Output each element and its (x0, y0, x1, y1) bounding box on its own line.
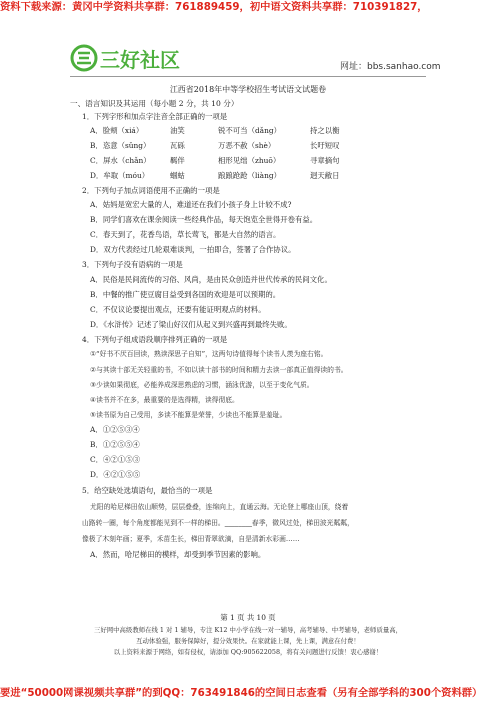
question-1-stem: 1．下列字形和加点字注音全部正确的一项是 (82, 112, 228, 121)
footer-note-3: 以上资料来源于网络，如有侵权，请添加 QQ:905622058，将有关问题进行反馈！衷心感谢！ (113, 648, 383, 656)
section-heading: 一、语言知识及其运用（每小题 2 分，共 10 分） (70, 99, 239, 108)
q1-c-3: 相形见绌（zhuō） (218, 156, 281, 165)
footer-note-2: 互动体验强，服务保障好，提分效果快。在家就能上课，先上课，满意在付费！ (136, 637, 360, 645)
q5-option-a: A．然而，哈尼梯田的模样，却受到季节因素的影响。 (90, 550, 266, 559)
footer-note-1: 三好网中高级教师在线 1 对 1 辅导，专注 K12 中小学在线一对一辅导，高考辅导、中考辅导，老师质量高， (93, 626, 403, 634)
sanhao-logo (70, 40, 180, 76)
q1-a-1: A．脸颊（xiá） (90, 126, 144, 135)
q4-sentence-4: ④读书并不在多，最重要的是选得精，读得彻底。 (90, 396, 239, 404)
q1-b-4: 长吁短叹 (310, 141, 340, 150)
q4-option-d: D．④②①⑤⑤ (90, 470, 141, 479)
question-2-stem: 2．下列句子加点词语使用不正确的一项是 (82, 186, 220, 195)
q3-option-c: C．不仅议论要提出观点，还要有能证明观点的材料。 (90, 305, 266, 314)
q4-option-c: C．④②①⑤③ (90, 455, 140, 464)
logo-mark-icon (70, 43, 98, 73)
q3-option-a: A．民俗是民间流传的习俗、风尚，是由民众创造并世代传承的民间文化。 (90, 275, 332, 284)
q1-c-2: 羁伴 (170, 156, 185, 165)
q3-option-d: D．《水浒传》记述了梁山好汉们从起义到兴盛再到最终失败。 (90, 320, 292, 329)
question-4-stem: 4．下列句子组成语段顺序排列正确的一项是 (82, 335, 228, 344)
q4-sentence-3: ③少读如果彻底，必能养成深思熟虑的习惯，涵泳优游，以至于变化气质。 (90, 381, 314, 389)
q1-b-1: B．恣意（sǔng） (90, 141, 151, 150)
question-3-stem: 3．下列句子没有语病的一项是 (82, 260, 183, 269)
q1-c-4: 寻章摘句 (310, 156, 340, 165)
q1-a-3: 锐不可当（dǎng） (218, 126, 281, 135)
q1-d-3: 踉踉跄跄（liàng） (218, 171, 281, 180)
q4-option-b: B．①②⑤⑤④ (90, 440, 140, 449)
top-promo-banner: 资料下载来源：黄冈中学资料共享群：761889459，初中语文资料共享群：710391827， (0, 1, 428, 13)
q4-option-a: A．①②⑤③④ (90, 425, 140, 434)
q1-d-2: 蝈蛄 (170, 171, 185, 180)
header-divider (70, 76, 426, 77)
q1-c-1: C．屏水（chǎn） (90, 156, 151, 165)
q3-option-b: B．中餐的推广使豆腐目益受到各国的欢迎是可以预期的。 (90, 290, 281, 299)
q2-option-a: A．姑妈是宽宏大量的人，难道还在我们小孩子身上计较不成? (90, 200, 292, 209)
q1-b-2: 瓦砾 (170, 141, 185, 150)
q4-sentence-2: ②与其读十部无关轻重的书，不如以读十部书的时间和精力去读一部真正值得读的书。 (90, 366, 348, 374)
q1-d-1: D．牟取（móu） (90, 171, 150, 180)
q1-a-4: 持之以衡 (310, 126, 340, 135)
q5-passage-line-2: 山路转一圈，每个角度都能见到不一样的梯田。________春季，微风过处，梯田波光粼粼， (82, 519, 354, 527)
question-5-stem: 5．给空缺处选填语句，最恰当的一项是 (82, 486, 213, 495)
exam-title: 江西省2018年中等学校招生考试语文试题卷 (169, 85, 327, 94)
q2-option-b: B．同学们喜欢在课余阅读一些经典作品，每天饱览全世得开卷有益。 (90, 215, 318, 224)
q5-passage-line-1: 尤阳的哈尼梯田依山顺势，层层叠叠，连绵向上，直通云海。无论登上哪座山顶，绕着 (90, 503, 349, 511)
q1-a-2: 油笑 (170, 126, 185, 135)
q5-passage-line-3: 像极了木刻年画；夏季，禾苗生长，梯田青翠欲滴，自是清新水彩画…… (82, 535, 300, 543)
q1-b-3: 万恶不赦（shè） (218, 141, 276, 150)
logo-text: 三好社区 (100, 47, 180, 72)
bottom-promo-banner: 要进“50000网课视频共享群”的到QQ：763491846的空间日志查看（另有全部学科的300个资料群） (0, 687, 483, 699)
q4-sentence-1: ①“好书不厌百回读，熟读深思子自知”，这两句诗值得每个读书人羡为座右铭。 (90, 350, 328, 358)
site-url: 网址：bbs.sanhao.com (340, 62, 441, 72)
q1-d-4: 迥天敝日 (310, 171, 340, 180)
q4-sentence-5: ⑤读书原为自己受用，多读不能算是荣誉，少读也不能算是羞耻。 (90, 411, 287, 419)
q2-option-c: C．春天到了，花香鸟语，草长莺飞，都是大自然的语言。 (90, 230, 281, 239)
page-number: 第 1 页 共 10 页 (220, 613, 276, 622)
q2-option-d: D．双方代表经过几轮艰难谈判，一拍即合，签署了合作协议。 (90, 245, 296, 254)
